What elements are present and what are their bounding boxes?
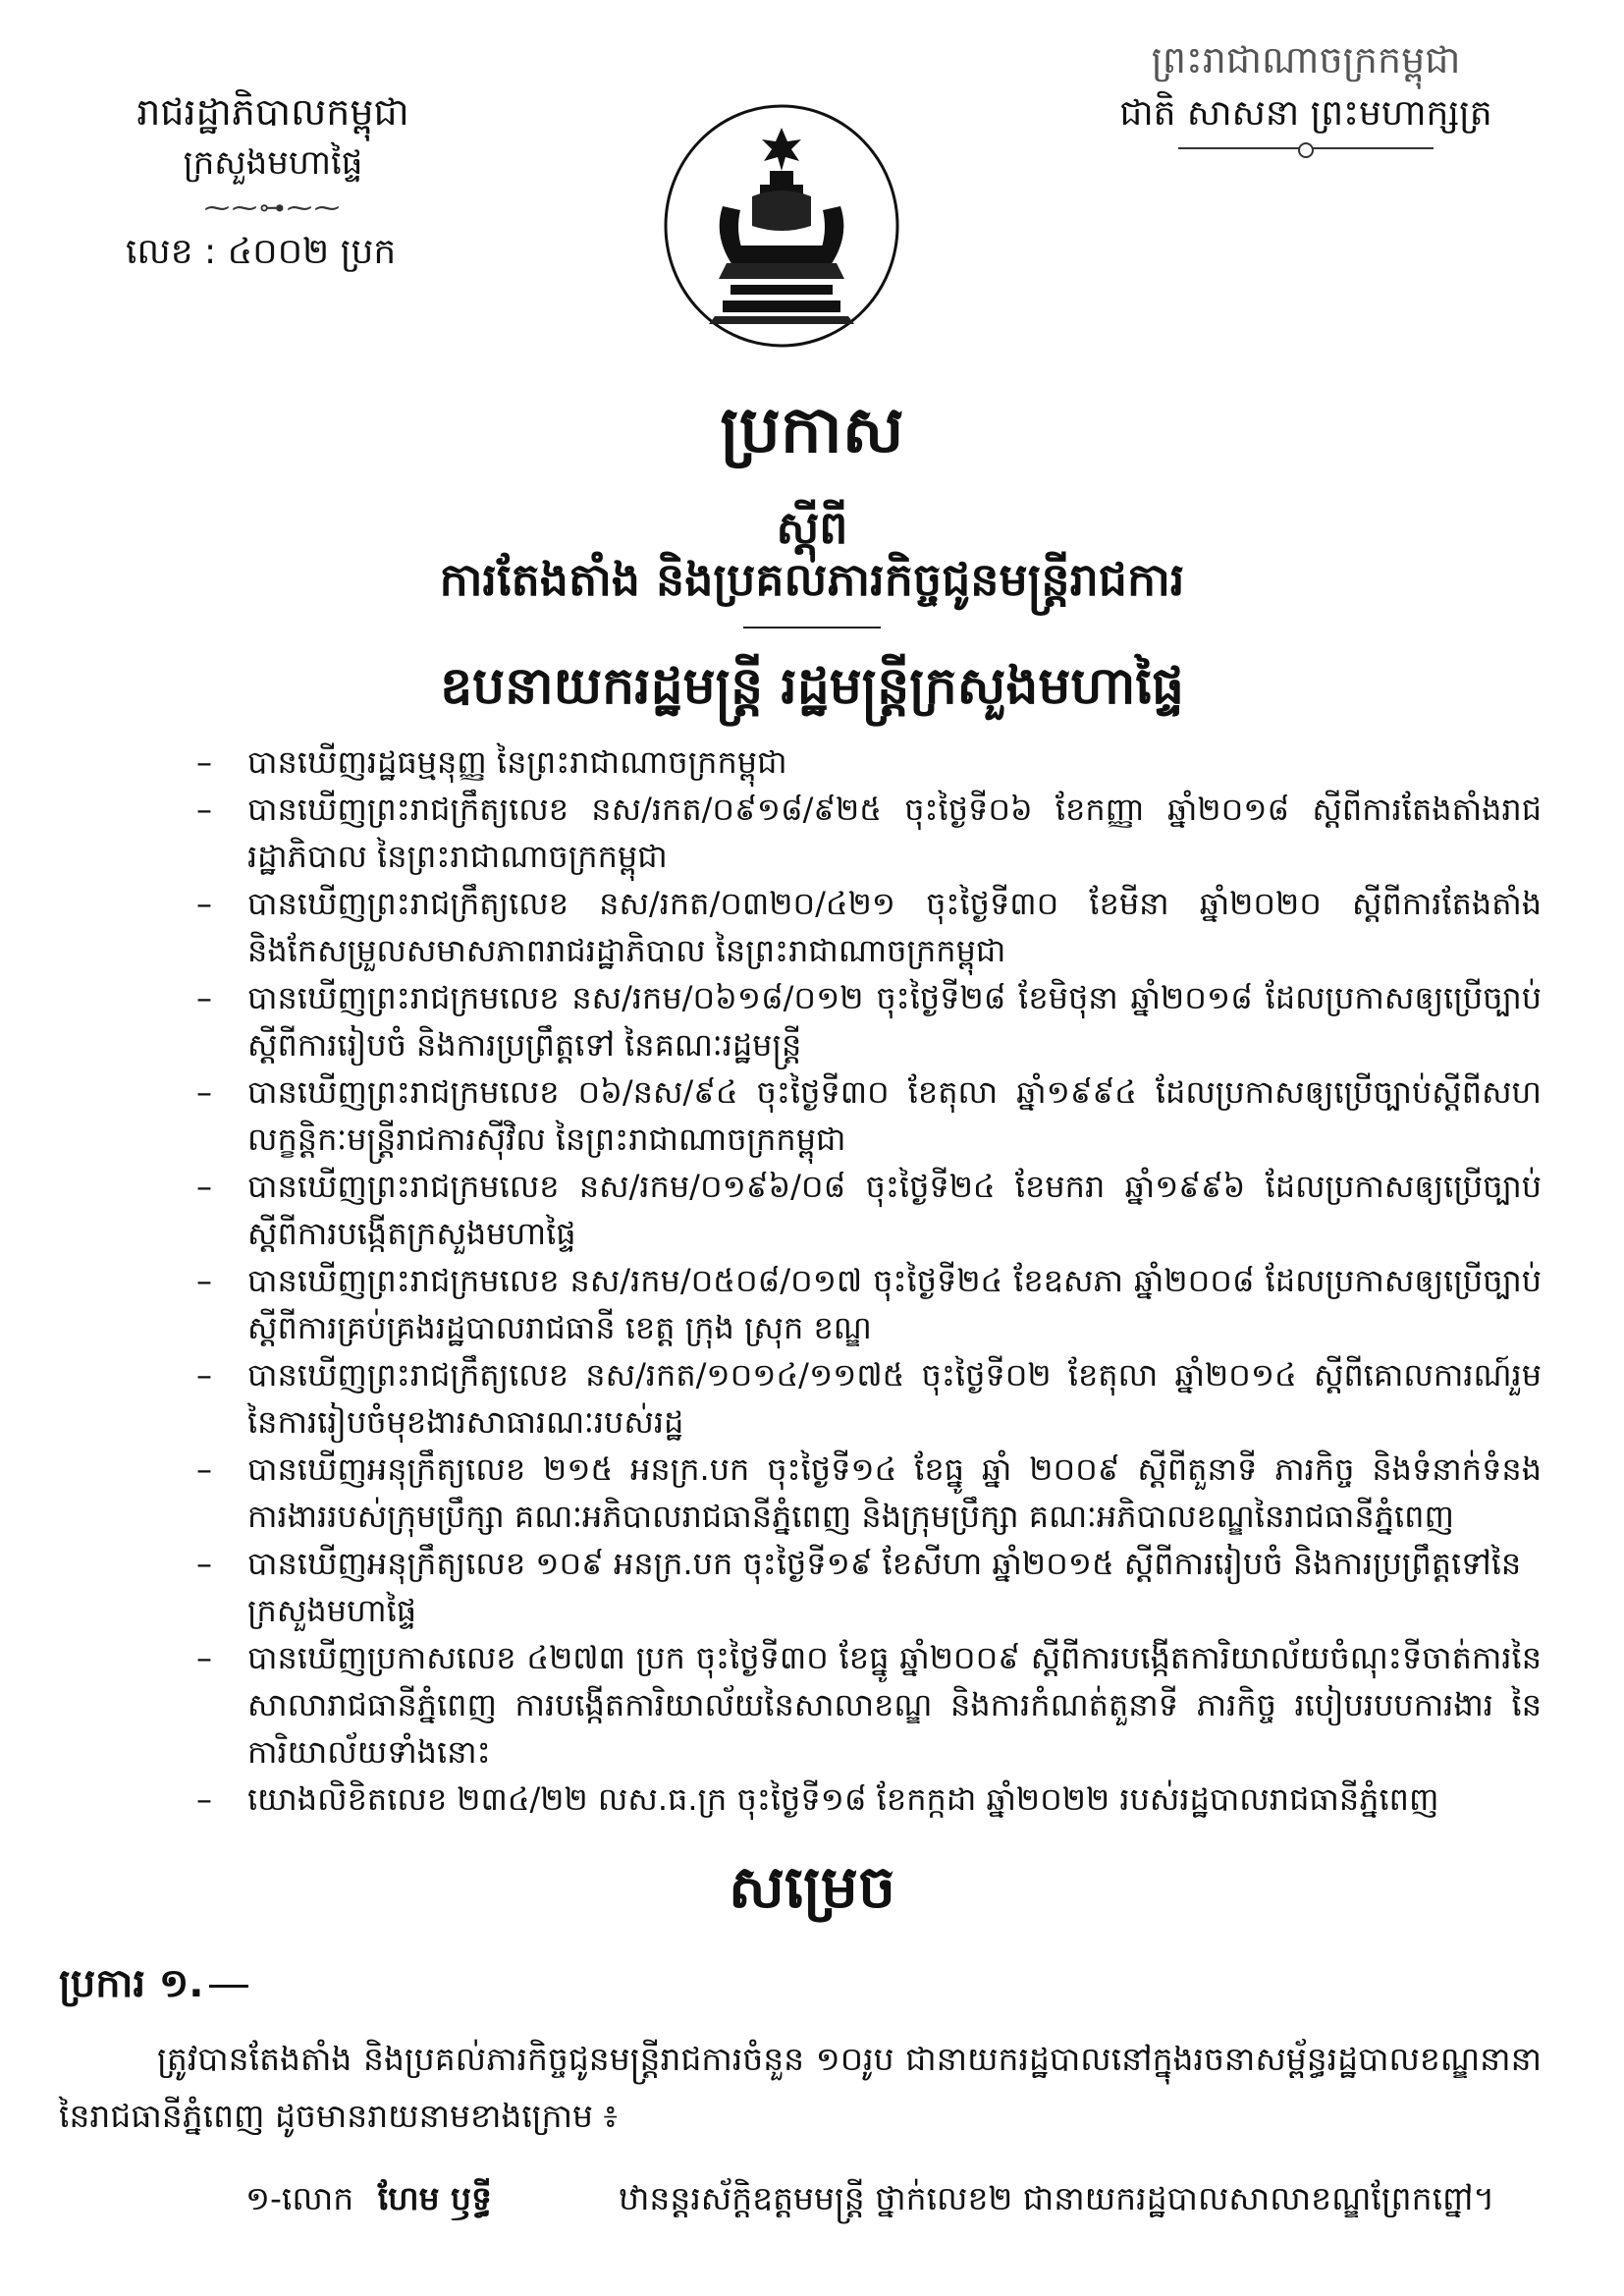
dash-bullet: – [196,1450,212,1488]
article-body: ត្រូវបានតែងតាំង និងប្រគល់ភារកិច្ចជូនមន្ត្រីរាជការចំនួន ១០រូប ជានាយករដ្ឋបាលនៅក្នុងរចនាសម្ព័ន្ធរដ្ឋបាលខណ្ឌនានា នៃរាជធានីភ្នំពេញ ដូចមានរាយនាមខាងក្រោម ៖ [59,2040,1542,2135]
list-item: – បានឃើញអនុក្រឹត្យលេខ ២១៥ អនក្រ.បក ចុះថ្ងៃទី១៤ ខែធ្នូ ឆ្នាំ ២០០៩ ស្តីពីតួនាទី ភារកិច្ច និងទំនាក់ទំនងការងាររបស់ក្រុមប្រឹក្សា គណៈអភិបាលរាជធានីភ្នំពេញ និងក្រុមប្រឹក្សា គណៈអភិបាលខណ្ឌនៃរាជធានីភ្នំពេញ [196,1446,1542,1540]
government-name: រាជរដ្ឋាភិបាលកម្ពុជា [136,90,409,134]
dash-bullet: – [196,1545,212,1582]
appointee-fullname: ហែម ឫទ្ធី [377,2179,492,2217]
dash-bullet: – [196,791,212,828]
list-item: – បានឃើញប្រកាសលេខ ៤២៧៣ ប្រក ចុះថ្ងៃទី៣០ ខែធ្នូ ឆ្នាំ២០០៩ ស្តីពីការបង្កើតការិយាល័យចំណុះទីចាត់ការនៃសាលារាជធានីភ្នំពេញ ការបង្កើតការិយាល័យនៃសាលាខណ្ឌ និងការកំណត់តួនាទី ភារកិច្ច របៀបរបបការងារ នៃការិយាល័យទាំងនោះ [196,1634,1542,1776]
dash-bullet: – [196,1168,212,1205]
appointee-prefix: ១-លោក [245,2179,354,2217]
article-label: ប្រការ ១. [59,1961,204,2006]
appointee-role: ឋានន្តរស័ក្តិឧត្តមមន្ត្រី ថ្នាក់លេខ២ ជានាយករដ្ឋបាលសាលាខណ្ឌព្រែកព្នៅ។ [619,2179,1495,2217]
royal-emblem-icon [654,98,909,354]
list-item: – បានឃើញព្រះរាជក្រឹត្យលេខ នស/រកត/០៣២០/៤២១ ចុះថ្ងៃទី៣០ ខែមីនា ឆ្នាំ២០២០ ស្តីពីការតែងតាំង និងកែសម្រួលសមាសភាពរាជរដ្ឋាភិបាល នៃព្រះរាជាណាចក្រកម្ពុជា [196,880,1542,974]
decision-heading: សម្រេច [728,1853,896,1922]
issuer-title: ឧបនាយករដ្ឋមន្ត្រី រដ្ឋមន្ត្រីក្រសួងមហាផ្ទៃ [440,656,1184,716]
document-number [86,228,460,277]
kingdom-header [1051,33,1561,149]
list-item: – បានឃើញព្រះរាជក្រមលេខ នស/រកម/០៦១៨/០១២ ចុះថ្ងៃទី២៨ ខែមិថុនា ឆ្នាំ២០១៨ ដែលប្រកាសឲ្យប្រើច្បាប់ស្តីពីការរៀបចំ និងការប្រព្រឹត្តទៅ នៃគណៈរដ្ឋមន្ត្រី [196,974,1542,1068]
list-item: – បានឃើញរដ្ឋធម្មនុញ្ញ នៃព្រះរាជាណាចក្រកម្ពុជា [196,738,1542,786]
list-item: – យោងលិខិតលេខ ២៣៤/២២ លស.ធ.ក្រ ចុះថ្ងៃទី១៨ ខែកក្កដា ឆ្នាំ២០២២ របស់រដ្ឋបាលរាជធានីភ្នំពេញ [196,1776,1542,1823]
dash-bullet: – [196,1639,212,1676]
ornament-divider: ⁓⁓⊶⁓⁓ [204,193,342,223]
subject-title: ការតែងតាំង និងប្រគល់ភារកិច្ចជូនមន្ត្រីរាជការ [439,553,1185,606]
ministry-header [86,86,460,277]
article-underline [209,1985,248,1988]
kingdom-name: ព្រះរាជាណាចក្រកម្ពុជា [1151,38,1461,82]
document-number-value: ៤០០២ ប្រក [227,232,397,272]
document-number-label: លេខ : [126,232,217,272]
considerations-list [196,738,1542,1823]
motto-divider [1178,147,1434,149]
dash-bullet: – [196,1356,212,1394]
national-motto: ជាតិ សាសនា ព្រះមហាក្សត្រ [1119,93,1492,134]
list-item: – បានឃើញព្រះរាជក្រឹត្យលេខ នស/រកត/០៩១៨/៩២៥ ចុះថ្ងៃទី០៦ ខែកញ្ញា ឆ្នាំ២០១៨ ស្តីពីការតែងតាំងរាជរដ្ឋាភិបាល នៃព្រះរាជាណាចក្រកម្ពុជា [196,786,1542,880]
dash-bullet: – [196,1262,212,1299]
document-type-title: ប្រកាស [720,391,904,467]
appointee-name [245,2170,492,2227]
article-heading [59,1954,248,2013]
dash-bullet: – [196,1073,212,1111]
list-item: – បានឃើញព្រះរាជក្រមលេខ ០៦/នស/៩៤ ចុះថ្ងៃទី៣០ ខែតុលា ឆ្នាំ១៩៩៤ ដែលប្រកាសឲ្យប្រើច្បាប់ស្តីពីសហលក្ខន្តិកៈមន្ត្រីរាជការស៊ីវិល នៃព្រះរាជាណាចក្រកម្ពុជា [196,1068,1542,1163]
ministry-name: ក្រសួងមហាផ្ទៃ [183,143,363,183]
title-divider [743,627,881,629]
list-item: – បានឃើញព្រះរាជក្រមលេខ នស/រកម/០៥០៨/០១៧ ចុះថ្ងៃទី២៤ ខែឧសភា ឆ្នាំ២០០៨ ដែលប្រកាសឲ្យប្រើច្បាប់ស្តីពីការគ្រប់គ្រងរដ្ឋបាលរាជធានី ខេត្ត ក្រុង ស្រុក ខណ្ឌ [196,1257,1542,1351]
list-item: – បានឃើញអនុក្រឹត្យលេខ ១០៩ អនក្រ.បក ចុះថ្ងៃទី១៩ ខែសីហា ឆ្នាំ២០១៥ ស្តីពីការរៀបចំ និងការប្រព្រឹត្តទៅនៃក្រសួងមហាផ្ទៃ [196,1540,1542,1634]
dash-bullet: – [196,885,212,922]
list-item: – បានឃើញព្រះរាជក្រឹត្យលេខ នស/រកត/១០១៤/១១៧៥ ចុះថ្ងៃទី០២ ខែតុលា ឆ្នាំ២០១៤ ស្តីពីគោលការណ៍រួម នៃការរៀបចំមុខងារសាធារណៈរបស់រដ្ឋ [196,1351,1542,1446]
dash-bullet: – [196,979,212,1016]
dash-bullet: – [196,1780,212,1818]
about-label: ស្តីពី [776,501,848,554]
dash-bullet: – [196,743,212,781]
list-item: – បានឃើញព្រះរាជក្រមលេខ នស/រកម/០១៩៦/០៨ ចុះថ្ងៃទី២៤ ខែមករា ឆ្នាំ១៩៩៦ ដែលប្រកាសឲ្យប្រើច្បាប់ស្តីពីការបង្កើតក្រសួងមហាផ្ទៃ [196,1163,1542,1257]
